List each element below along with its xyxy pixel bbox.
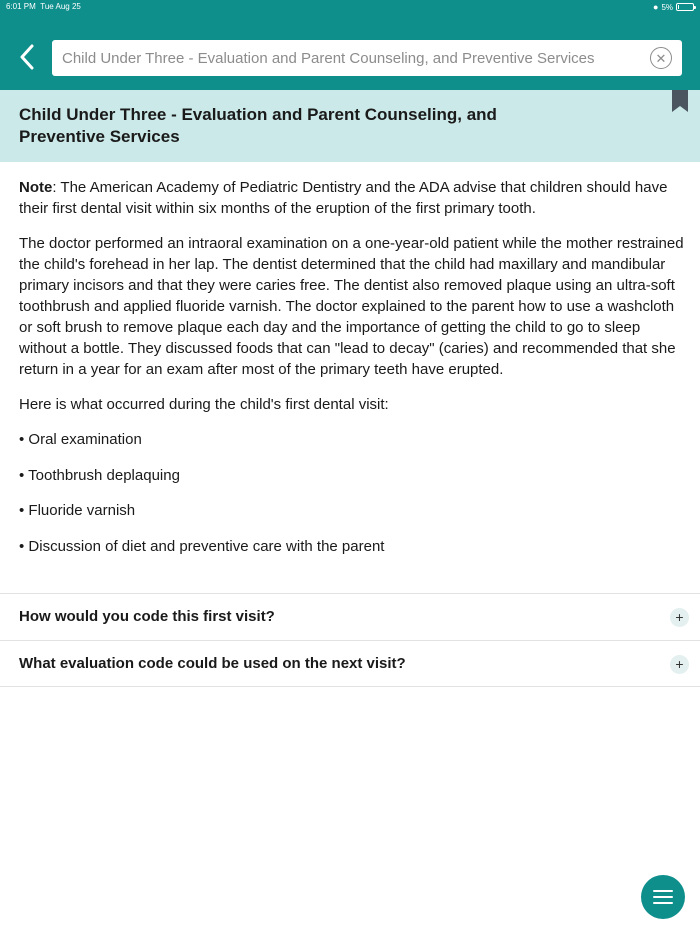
list-item: • Fluoride varnish: [19, 502, 136, 519]
chevron-left-icon: [19, 44, 35, 70]
menu-icon: [653, 890, 673, 904]
navigation-bar: [0, 14, 700, 90]
status-time: 6:01 PM: [6, 2, 36, 11]
note-paragraph: [19, 177, 684, 219]
question-item-next-visit[interactable]: [0, 640, 700, 687]
list-item: • Discussion of diet and preventive care with the parent: [19, 537, 385, 555]
list-intro: Here is what occurred during the child's first dental visit:: [19, 396, 389, 413]
back-button[interactable]: [14, 40, 40, 74]
battery-level-fill: [678, 5, 679, 9]
menu-fab-button[interactable]: [641, 875, 685, 919]
expand-plus-icon[interactable]: +: [670, 608, 689, 627]
search-input[interactable]: [62, 40, 637, 76]
expand-plus-icon[interactable]: +: [670, 655, 689, 674]
clear-search-button[interactable]: [650, 47, 672, 69]
battery-percent: 5%: [661, 2, 673, 12]
search-box: [52, 40, 682, 76]
article-content: [19, 177, 684, 571]
case-paragraph: The doctor performed an intraoral examination on a one-year-old patient while the mother restrained the child's forehead in her lap. The dentist determined that the child had maxillary and mandibular primary incisors and that they were caries free. The dentist also removed plaque using an ultra-soft toothbrush and applied fluoride varnish. The doctor explained to the parent how to use a washcloth or soft brush to remove plaque each day and the importance of getting the child to go to sleep without a bottle. They discussed foods that can "lead to decay" (caries) and recommended that she return in a year for an exam after most of the primary teeth have erupted.: [19, 235, 684, 378]
question-accordion: [0, 593, 700, 687]
note-label: Note: [19, 179, 53, 196]
title-band: [0, 90, 700, 162]
question-label: What evaluation code could be used on the next visit?: [19, 655, 406, 672]
list-item: • Toothbrush deplaquing: [19, 466, 180, 484]
battery-icon: [676, 3, 694, 11]
status-date: Tue Aug 25: [40, 2, 81, 11]
bookmark-icon[interactable]: [672, 90, 688, 112]
status-indicators: [653, 2, 694, 12]
note-text: : The American Academy of Pediatric Dentistry and the ADA advise that children should have their first dental visit within six months of the eruption of the first primary tooth.: [19, 179, 668, 217]
list-item: • Oral examination: [19, 431, 142, 448]
wifi-icon: ●: [653, 2, 659, 12]
status-time-date: [6, 2, 81, 11]
question-label: How would you code this first visit?: [19, 608, 275, 625]
status-bar: [0, 0, 700, 14]
bullet-list: [19, 429, 684, 557]
page-title: Child Under Three - Evaluation and Parent Counseling, and Preventive Services: [19, 105, 497, 146]
close-circle-icon: ✕: [655, 50, 667, 66]
question-item-first-visit[interactable]: [0, 593, 700, 640]
